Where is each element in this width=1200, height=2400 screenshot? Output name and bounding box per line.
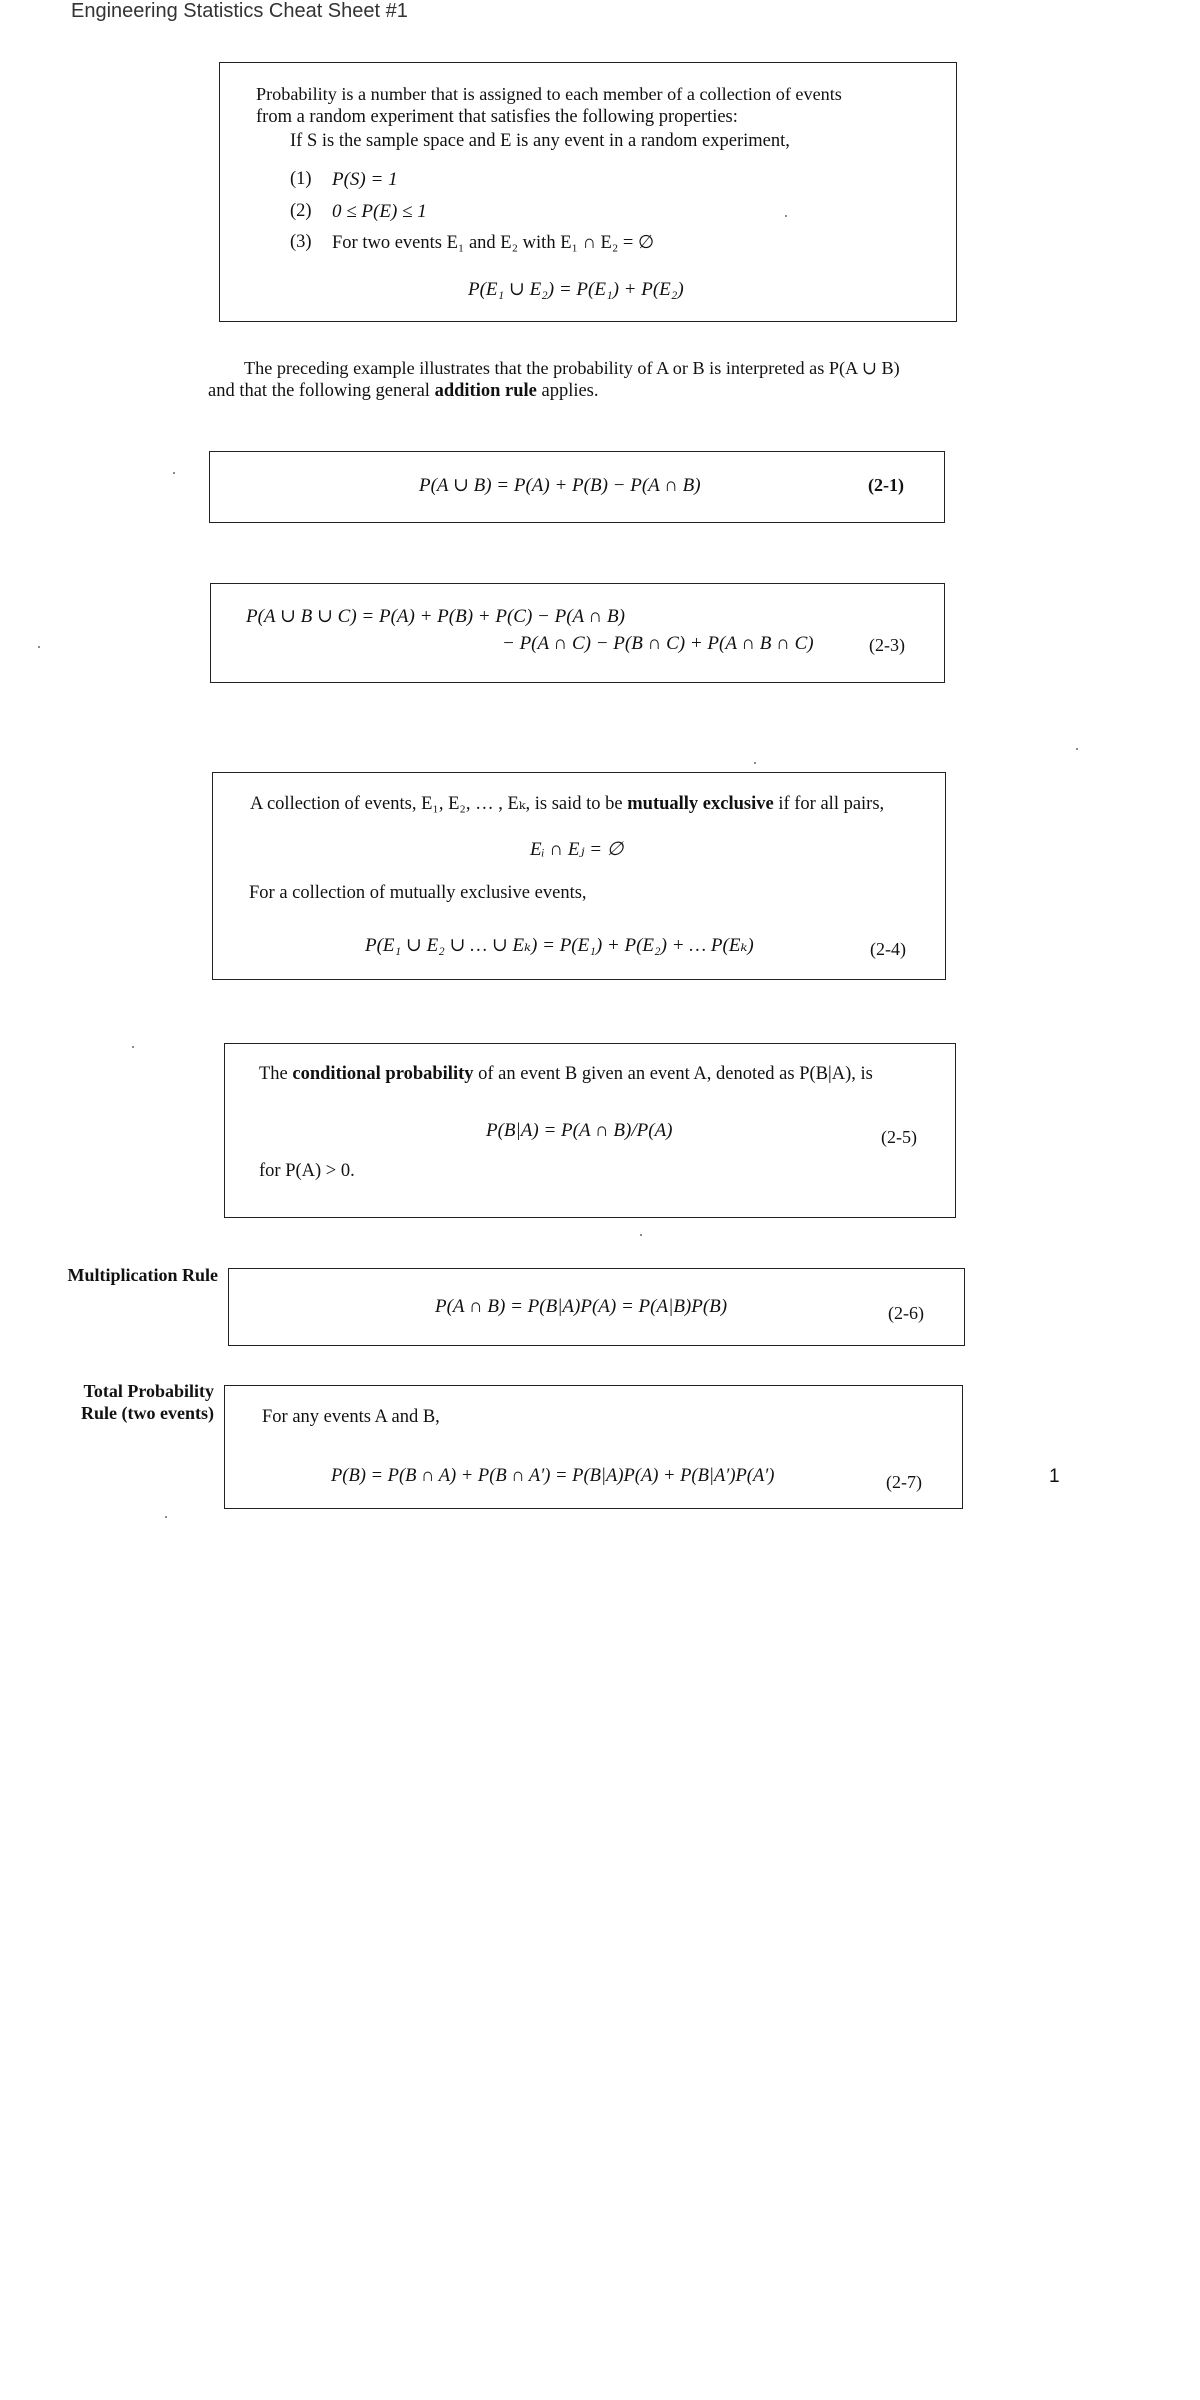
page-title: Engineering Statistics Cheat Sheet #1	[71, 0, 408, 22]
axiom-3-number: (3)	[290, 232, 312, 252]
equation-2-3-line-2: − P(A ∩ C) − P(B ∩ C) + P(A ∩ B ∩ C)	[502, 633, 814, 654]
total-probability-label-line-1: Total Probability	[83, 1381, 214, 1401]
scan-speck	[165, 1516, 167, 1518]
equation-2-1-label: (2-1)	[868, 475, 904, 495]
scan-speck	[754, 762, 756, 764]
scan-speck	[640, 1234, 642, 1236]
addition-paragraph-line-2	[208, 381, 599, 402]
page-number: 1	[1049, 1466, 1060, 1487]
conditional-probability-term: conditional probability	[292, 1064, 474, 1084]
axioms-line-3: If S is the sample space and E is any event in a random experiment,	[290, 131, 790, 151]
axioms-line-1: Probability is a number that is assigned to each member of a collection of events	[256, 84, 842, 104]
conditional-line-end: of an event B given an event A, denoted as P(B|A), is	[473, 1064, 873, 1084]
mutually-exclusive-line-2: For a collection of mutually exclusive events,	[249, 883, 587, 903]
mutual-line-start: A collection of events, E₁, E₂, … , Eₖ, is said to be	[250, 794, 628, 814]
addition-line-2-start: and that the following general	[208, 381, 435, 401]
scan-speck	[38, 646, 40, 648]
equation-2-6-label: (2-6)	[888, 1303, 924, 1323]
total-probability-formula: P(B) = P(B ∩ A) + P(B ∩ A′) = P(B|A)P(A) + P(B|A′)P(A′)	[331, 1466, 775, 1486]
mutual-line-end: if for all pairs,	[773, 794, 885, 814]
addition-paragraph-line-1: The preceding example illustrates that the probability of A or B is interpreted as P(A ∪ B)	[244, 358, 900, 378]
axiom-2-number: (2)	[290, 201, 312, 221]
equation-2-4-label: (2-4)	[870, 939, 906, 959]
addition-rule-term: addition rule	[434, 381, 537, 401]
mutually-exclusive-pair-formula: Eᵢ ∩ Eⱼ = ∅	[530, 839, 624, 860]
total-probability-label-line-2: Rule (two events)	[81, 1403, 214, 1423]
scan-speck	[173, 472, 175, 474]
conditional-definition	[259, 1064, 873, 1085]
conditional-formula: P(B|A) = P(A ∩ B)/P(A)	[486, 1120, 673, 1141]
addition-line-2-end: applies.	[536, 381, 599, 401]
mutually-exclusive-formula: P(E₁ ∪ E₂ ∪ … ∪ Eₖ) = P(E₁) + P(E₂) + … P(Eₖ)	[365, 935, 754, 956]
scan-speck	[1076, 748, 1078, 750]
conditional-condition: for P(A) > 0.	[259, 1161, 355, 1181]
axiom-3: For two events E₁ and E₂ with E₁ ∩ E₂ = ∅	[332, 233, 655, 253]
multiplication-rule-label: Multiplication Rule	[67, 1265, 218, 1285]
mutually-exclusive-term: mutually exclusive	[627, 794, 774, 814]
scan-speck	[785, 215, 787, 217]
scan-speck	[132, 1046, 134, 1048]
equation-2-7-label: (2-7)	[886, 1472, 922, 1492]
total-probability-box	[224, 1385, 963, 1509]
equation-2-5-label: (2-5)	[881, 1127, 917, 1147]
multiplication-rule-formula: P(A ∩ B) = P(B|A)P(A) = P(A|B)P(B)	[435, 1296, 728, 1317]
equation-2-3-label: (2-3)	[869, 635, 905, 655]
conditional-line-start: The	[259, 1064, 293, 1084]
axiom-2: 0 ≤ P(E) ≤ 1	[332, 201, 427, 222]
axiom-1: P(S) = 1	[332, 169, 398, 190]
axioms-line-2: from a random experiment that satisfies the following properties:	[256, 107, 738, 127]
mutually-exclusive-definition	[250, 793, 884, 815]
axiom-1-number: (1)	[290, 169, 312, 189]
equation-2-3-line-1: P(A ∪ B ∪ C) = P(A) + P(B) + P(C) − P(A ∩ B)	[246, 606, 625, 627]
total-probability-intro: For any events A and B,	[262, 1407, 440, 1427]
axioms-formula: P(E₁ ∪ E₂) = P(E₁) + P(E₂)	[468, 279, 684, 300]
equation-2-1-formula: P(A ∪ B) = P(A) + P(B) − P(A ∩ B)	[419, 475, 701, 496]
total-probability-label	[40, 1380, 214, 1424]
